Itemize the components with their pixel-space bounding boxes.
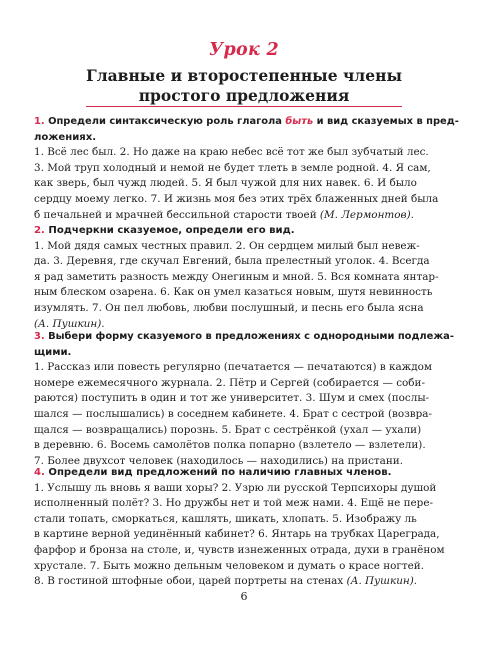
task-text: Подчеркни сказуемое, определи его вид. bbox=[48, 225, 295, 236]
text-line: в деревню. 6. Восемь самолётов полка попарно (взлетело — взлетели). bbox=[34, 439, 426, 452]
text-line: 1. Рассказ или повесть регулярно (печатается — печатаются) в каждом bbox=[34, 361, 432, 374]
text-line: 1. Услышу ль вновь я ваши хоры? 2. Узрю ли русской Терпсихоры душой bbox=[34, 481, 437, 494]
exercise-number: 1. bbox=[34, 116, 45, 127]
task-text: Определи синтаксическую роль глагола bbox=[48, 116, 286, 127]
author-attribution: (А. Пушкин). bbox=[346, 575, 418, 588]
exercise-task bbox=[34, 465, 462, 481]
task-text: ложениях. bbox=[34, 131, 97, 143]
page-number: 6 bbox=[240, 590, 248, 603]
text-line: исполненный полёт? 3. Но дружбы нет и той меж нами. 4. Ещё не пере- bbox=[34, 497, 433, 510]
lesson-title-line: Главные и второстепенные члены bbox=[86, 66, 402, 85]
lesson-title-line: простого предложения bbox=[138, 86, 350, 105]
exercise-2 bbox=[34, 223, 462, 332]
exercise-3 bbox=[34, 329, 462, 469]
exercise-number: 3. bbox=[34, 331, 45, 342]
exercise-body bbox=[34, 145, 462, 223]
exercise-number: 2. bbox=[34, 225, 45, 236]
highlighted-word: быть bbox=[285, 116, 314, 127]
title-underline bbox=[86, 106, 402, 107]
task-text: щими. bbox=[34, 346, 72, 358]
exercise-task bbox=[34, 223, 462, 239]
exercise-body bbox=[34, 360, 462, 469]
text-line: хрустале. 7. Быть можно дельным человеком и думать о красе ногтей. bbox=[34, 559, 424, 572]
exercise-1 bbox=[34, 114, 462, 223]
text-line: я рад заметить разность между Онегиным и мной. 5. Вся комната янтар- bbox=[34, 270, 439, 283]
task-text: и вид сказуемых в пред- bbox=[313, 116, 459, 127]
task-text: Определи вид предложений по наличию главных членов. bbox=[48, 467, 392, 478]
text-line: ным блеском озарена. 6. Как он умел казаться новым, шутя невинность bbox=[34, 286, 433, 299]
text-line: изумлять. 7. Он пел любовь, любви послушный, и песнь его была ясна bbox=[34, 301, 424, 314]
author-attribution: (М. Лермонтов). bbox=[319, 208, 414, 221]
author-attribution: (А. Пушкин). bbox=[34, 317, 105, 330]
exercise-body bbox=[34, 239, 462, 333]
text-line: да. 3. Деревня, где скучал Евгений, была прелестный уголок. 4. Всегда bbox=[34, 255, 430, 268]
text-line: 1. Всё лес был. 2. Но даже на краю небес всё тот же был зубчатый лес. bbox=[34, 146, 429, 159]
text-line: стали топать, сморкаться, кашлять, шикать, хлопать. 5. Изображу ль bbox=[34, 512, 417, 525]
text-line: 8. В гостиной штофные обои, царей портреты на стенах bbox=[34, 575, 347, 588]
lesson-heading: Урок 2 bbox=[208, 40, 280, 60]
text-line: щался — возвращались) порознь. 5. Брат с сестрёнкой (ухал — ухали) bbox=[34, 423, 422, 436]
text-line: б печальней и мрачней бессильной старости твоей bbox=[34, 208, 320, 221]
task-text: Выбери форму сказуемого в предложениях с однородными подлежа- bbox=[48, 331, 454, 342]
exercise-4 bbox=[34, 465, 462, 590]
exercise-number: 4. bbox=[34, 467, 45, 478]
exercise-task bbox=[34, 114, 462, 145]
text-line: 7. Более двухсот человек (находилось — находились) на пристани. bbox=[34, 454, 404, 467]
text-line: сердцу моему легко. 7. И жизнь моя без этих трёх блаженных дней была bbox=[34, 192, 439, 205]
text-line: фарфор и бронза на столе, и, чувств изнеженных отрада, духи в гранёном bbox=[34, 543, 445, 556]
text-line: раются) поступить в один и тот же университет. 3. Шум и смех (послы- bbox=[34, 392, 430, 405]
text-line: 3. Мой труп холодный и немой не будет тлеть в земле родной. 4. Я сам, bbox=[34, 161, 431, 174]
exercise-body bbox=[34, 481, 462, 590]
text-line: 1. Мой дядя самых честных правил. 2. Он сердцем милый был невеж- bbox=[34, 239, 420, 252]
text-line: в картине верной уединённый кабинет? 6. Янтарь на трубках Цареграда, bbox=[34, 528, 440, 541]
text-line: шался — послышались) в соседнем кабинете. 4. Брат с сестрой (возвра- bbox=[34, 407, 432, 420]
text-line: номере ежемесячного журнала. 2. Пётр и Сергей (собирается — соби- bbox=[34, 376, 425, 389]
exercise-task bbox=[34, 329, 462, 360]
text-line: как зверь, был чужд людей. 5. Я был чужой для них навек. 6. И было bbox=[34, 177, 417, 190]
lesson-title bbox=[0, 66, 488, 106]
